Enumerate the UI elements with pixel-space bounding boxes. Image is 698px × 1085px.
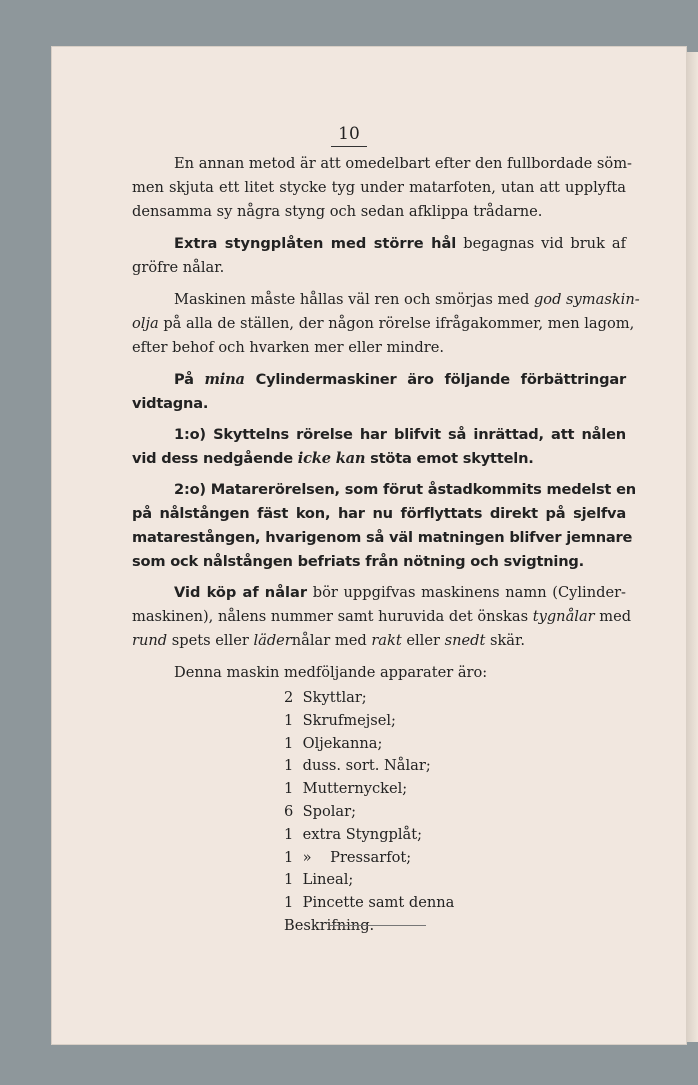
list-item: 1 duss. sort. Nålar; <box>284 757 431 775</box>
paragraph-3: Maskinen måste hållas väl ren och smörjas med god symaskin- olja på alla de ställen, der någon rörelse ifrågakommer, men lagom, efter behof och hvarken mer eller mindre. <box>132 291 640 356</box>
paragraph-4: På mina Cylindermaskiner äro följande förbättringar vidtagna. <box>132 371 626 412</box>
page-number: 10 <box>0 124 698 147</box>
accessory-list <box>132 687 626 938</box>
list-item: 1 Pincette samt denna <box>284 894 455 912</box>
page-edge <box>686 52 698 1042</box>
list-item: 2 Skyttlar; <box>284 689 367 706</box>
paragraph-7: Vid köp af nålar bör uppgifvas maskinens namn (Cylinder- maskinen), nålens nummer samt huruvida det önskas tygnålar med rund spets eller lädernålar med rakt eller snedt skär. <box>132 584 632 649</box>
document-body <box>132 152 640 938</box>
list-item: 1 Lineal; <box>284 871 354 889</box>
paragraph-2: Extra styngplåten med större hål begagnas vid bruk af gröfre nålar. <box>132 235 626 276</box>
paragraph-6: 2:o) Matarerörelsen, som förut åstadkommits medelst en på nålstången fäst kon, har nu förflyttats direkt på sjelfva matarestången, hvarigenom så väl matningen blifver jemnare som ock nålstången befriats från nötning och svigtning. <box>132 481 636 570</box>
list-item: 1 Skrufmejsel; <box>284 711 396 729</box>
list-item: 1 extra Styngplåt; <box>284 825 423 843</box>
paragraph-5: 1:o) Skyttelns rörelse har blifvit så inrättad, att nålen vid dess nedgående icke kan stöta emot skytteln. <box>132 426 626 467</box>
list-intro: Denna maskin medföljande apparater äro: <box>174 664 488 681</box>
list-item: 1 Oljekanna; <box>284 734 383 752</box>
list-item: 6 Spolar; <box>284 802 357 820</box>
list-item: Beskrifning. <box>284 916 375 934</box>
list-item: 1 Mutternyckel; <box>284 780 408 798</box>
paragraph-1: En annan metod är att omedelbart efter den fullbordade söm- men skjuta ett litet stycke tyg under matarfoten, utan att upplyfta densamma sy några styng och sedan afklippa trådarne. <box>132 155 632 220</box>
list-item: 1 » Pressarfot; <box>284 848 412 866</box>
bold-term: Extra styngplåten med större hål <box>174 235 457 252</box>
closing-rule <box>330 925 426 926</box>
